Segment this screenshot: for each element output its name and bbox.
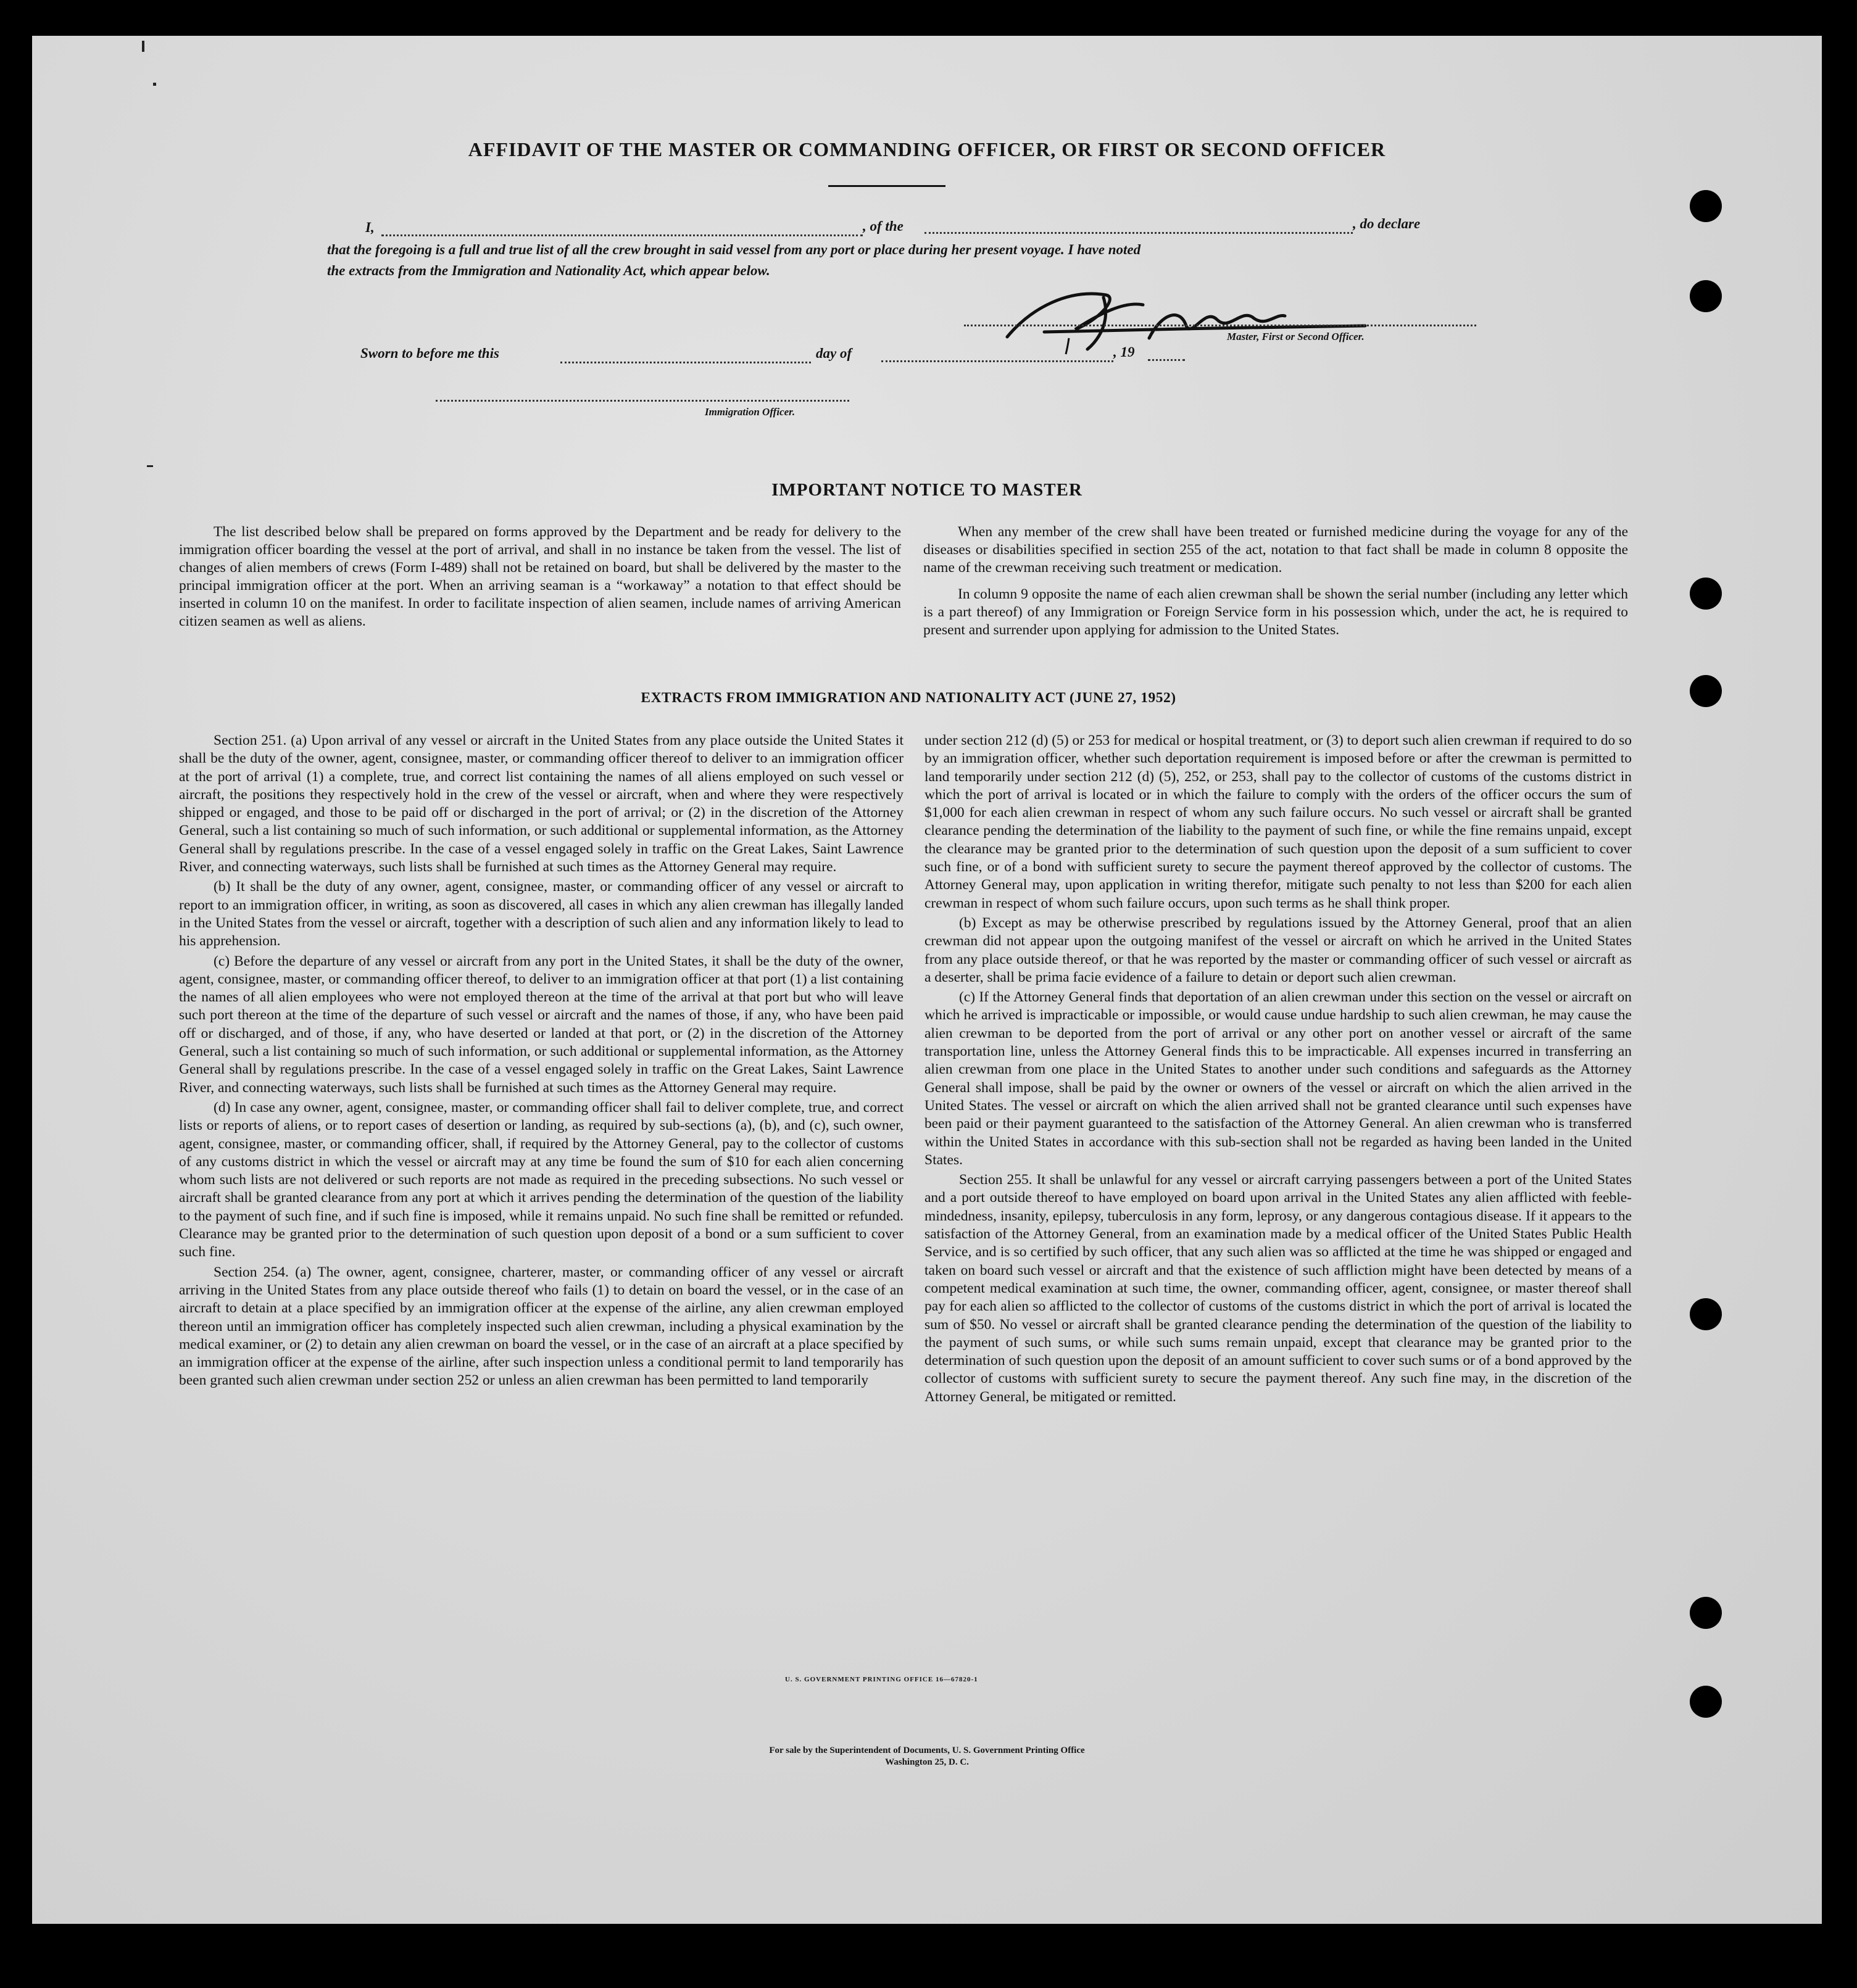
punch-hole xyxy=(1690,280,1722,312)
scan-speck xyxy=(147,465,153,467)
declarant-of-the: , of the xyxy=(863,218,904,234)
punch-hole xyxy=(1690,1686,1722,1718)
immigration-officer-line[interactable] xyxy=(436,400,849,402)
notice-left-paragraph: The list described below shall be prepared on forms approved by the Department and be ready for delivery to the immigration officer boarding the vessel at the port of arrival, and shall in no instance be taken from the vessel. The list of changes of alien members of crews (Form I-489) shall not be retained on board, but shall be delivered by the master to the principal immigration officer at the port. When an arriving seaman is a “workaway” a notation to that effect should be inserted in column 10 on the manifest. In order to facilitate inspection of alien seamen, include names of arriving American citizen seamen as well as aliens. xyxy=(179,524,901,629)
form-page xyxy=(32,36,1822,1924)
section-251-c: (c) Before the departure of any vessel or aircraft from any port in the United States, it shall be the duty of the owner, agent, consignee, master, or commanding officer thereof, to deliver to an immigration officer at that port (1) a list containing the names of all alien employees who were not employed thereon at the time of the arrival at that port but who will leave such port thereon at the time of the departure of such vessel or aircraft and the names of those, if any, who have been paid off or discharged, and of those, if any, who have deserted or landed at that port, or (2) in the discretion of the Attorney General, such a list containing so much of such information, or such additional or supplemental information, as the Attorney General shall by regulations prescribe. In the case of a vessel engaged solely in traffic on the Great Lakes, Saint Lawrence River, and connecting waterways, such lists shall be furnished at such times as the Attorney General may require. xyxy=(179,953,904,1096)
declarant-name-field[interactable] xyxy=(381,234,863,236)
section-251-a: Section 251. (a) Upon arrival of any vessel or aircraft in the United States from any place outside the United States it shall be the duty of the owner, agent, consignee, master, or commanding officer thereof to deliver to an immigration officer at the port of arrival (1) a complete, true, and correct list containing the names of all aliens employed on such vessel or aircraft, the positions they respectively hold in the crew of the vessel or aircraft, when and where they were respectively shipped or engaged, and those to be paid off or discharged in the port of arrival; or (2) in the discretion of the Attorney General, such a list containing so much of such information, or such additional or supplemental information, as the Attorney General shall by regulations prescribe. In the case of a vessel engaged solely in traffic on the Great Lakes, Saint Lawrence River, and connecting waterways, such lists shall be furnished at such times as the Attorney General may require. xyxy=(179,732,904,876)
signature-caption: Master, First or Second Officer. xyxy=(1227,331,1365,342)
sworn-day-of: day of xyxy=(816,346,852,361)
affidavit-title: AFFIDAVIT OF THE MASTER OR COMMANDING OFFICER, OR FIRST OR SECOND OFFICER xyxy=(468,138,1386,160)
section-251-d: (d) In case any owner, agent, consignee, master, or commanding officer shall fail to deliver complete, true, and correct lists or reports of aliens, or to report cases of desertion or landing, as required by sub-sections (a), (b), and (c), such owner, agent, consignee, master, or commanding officer, shall, if required by the Attorney General, pay to the collector of customs of any customs district in which the vessel or aircraft may at any time be found the sum of $10 for each alien concerning whom such lists are not delivered or such reports are not made as required in the preceding subsections. No such vessel or aircraft shall be granted clearance from any port at which it arrives pending the determination of the question of the liability to the payment of such fine, and if such fine is imposed, while it remains unpaid. No such fine shall be remitted or refunded. Clearance may be granted prior to the determination of such question upon deposit of a bond or a sum sufficient to cover such fine. xyxy=(179,1099,904,1261)
section-251-b: (b) It shall be the duty of any owner, agent, consignee, master, or commanding officer of any vessel or aircraft to report to an immigration officer, in writing, as soon as discovered, all cases in which any alien crewman has illegally landed in the United States from the vessel or aircraft, together with a description of such alien and any information likely to lead to his apprehension. xyxy=(179,879,904,950)
punch-hole xyxy=(1690,1597,1722,1629)
affidavit-text-line2: that the foregoing is a full and true list of all the crew brought in said vessel from any port or place during her present voyage. I have noted xyxy=(327,242,1141,257)
scan-speck xyxy=(153,83,156,86)
sworn-day-field[interactable] xyxy=(560,362,811,363)
footer-line-1: For sale by the Superintendent of Documents, U. S. Government Printing Office xyxy=(769,1746,1085,1755)
section-254-b: (b) Except as may be otherwise prescribed by regulations issued by the Attorney General, proof that an alien crewman did not appear upon the outgoing manifest of the vessel or aircraft on which he arrived in the United States from any place outside thereof, or that he was reported by the master or commanding officer of such vessel or aircraft as a deserter, shall be prima facie evidence of a failure to detain or deport such alien crewman. xyxy=(924,914,1632,985)
immigration-officer-caption: Immigration Officer. xyxy=(705,406,796,418)
section-255: Section 255. It shall be unlawful for any vessel or aircraft carrying passengers between a port of the United States and a port outside thereof to have employed on board upon arrival in the United States any alien afflicted with feeble-mindedness, insanity, epilepsy, tuberculosis in any form, leprosy, or any dangerous contagious disease. If it appears to the satisfaction of the Attorney General, from an examination made by a medical officer of the United States Public Health Service, and is so certified by such officer, that any such alien was so afflicted at the time he was shipped or engaged and taken on board such vessel or aircraft and that the existence of such affliction might have been detected by means of a competent medical examination at such time, the owner, commanding officer, agent, consignee, or master thereof shall pay for each alien so afflicted to the collector of customs of the customs district in which the port of arrival is located the sum of $50. No vessel or aircraft shall be granted clearance pending the determination of the question of the liability to the payment of such sums, or while such sums remain unpaid, except that clearance may be granted prior to the determination of such question upon the deposit of an amount sufficient to cover such sums or of a bond approved by the collector of customs with sufficient surety to secure the payment thereof. Any such fine may, in the discretion of the Attorney General, be mitigated or remitted. xyxy=(924,1172,1632,1405)
extracts-title: EXTRACTS FROM IMMIGRATION AND NATIONALITY ACT (JUNE 27, 1952) xyxy=(641,690,1176,706)
extracts-left-column xyxy=(179,732,904,1392)
sworn-month-field[interactable] xyxy=(881,360,1113,362)
sworn-year-prefix: , 19 xyxy=(1113,344,1135,360)
notice-left-column xyxy=(179,523,901,631)
footer-line-2: Washington 25, D. C. xyxy=(885,1757,969,1767)
notice-title: IMPORTANT NOTICE TO MASTER xyxy=(771,480,1082,500)
section-254-a-continued: under section 212 (d) (5) or 253 for medical or hospital treatment, or (3) to deport such alien crewman if required to do so by an immigration officer, whether such deportation requirement is imposed before or after the crewman is permitted to land temporarily under section 212 (d) (5), 252, or 253, shall pay to the collector of customs of the customs district in which the port of arrival is located or in which the failure to comply with the orders of the officer occurs the sum of $1,000 for each alien crewman in respect of whom any such failure occurs. No such vessel or aircraft shall be granted clearance pending the determination of the liability to the payment of such fine, or while the fine remains unpaid, except the clearance may be granted prior to the determination of such question upon the deposit of a sum sufficient to cover such fine, or of a bond with sufficient surety to secure the payment thereof approved by the collector of customs. The Attorney General may, upon application in writing therefor, mitigate such penalty to not less than $200 for each alien crewman in respect of whom such failure occurs, upon such terms as he shall think proper. xyxy=(924,732,1632,911)
punch-hole xyxy=(1690,578,1722,610)
punch-hole xyxy=(1690,190,1722,222)
punch-hole xyxy=(1690,1298,1722,1330)
printer-imprint: U. S. GOVERNMENT PRINTING OFFICE 16—67820-1 xyxy=(785,1676,978,1683)
vessel-name-field[interactable] xyxy=(924,232,1353,234)
signature-line xyxy=(964,325,1476,326)
section-254-c: (c) If the Attorney General finds that deportation of an alien crewman under this section on the vessel or aircraft on which he arrived is impracticable or impossible, or would cause undue hardship to such alien crewman, he may cause the alien crewman to be deported from the port of arrival or any other port on another vessel or aircraft of the same transportation line, unless the Attorney General finds this to be impracticable. All expenses incurred in transferring an alien crewman from one place in the United States to another under such conditions and safeguards as the Attorney General shall impose, shall be paid by the owner or owners of the vessel or aircraft on which the alien arrived in the United States. The vessel or aircraft on which the alien arrived shall not be granted clearance until such expenses have been paid or their payment guaranteed to the satisfaction of the Attorney General. An alien crewman who is transferred within the United States in accordance with this sub-section shall not be regarded as having been landed in the United States. xyxy=(924,989,1632,1168)
notice-right-paragraph-2: In column 9 opposite the name of each alien crewman shall be shown the serial number (including any letter which is a part thereof) of any Immigration or Foreign Service form in his possession which, under the act, he is required to present and surrender upon applying for admission to the United States. xyxy=(923,586,1628,638)
sworn-prefix: Sworn to before me this xyxy=(360,346,499,361)
section-254-a: Section 254. (a) The owner, agent, consignee, charterer, master, or commanding officer of any vessel or aircraft arriving in the United States from any place outside thereof who fails (1) to detain on board the vessel, or in the case of an aircraft to detain at a place specified by an immigration officer at the expense of the airline, any alien crewman employed thereon until an immigration officer has completely inspected such alien crewman, including a physical examination by the medical examiner, or (2) to detain any alien crewman on board the vessel, or in the case of an aircraft at a place specified by an immigration officer at the expense of the airline, after such inspection unless a conditional permit to land temporarily has been granted such alien crewman under section 252 or unless an alien crewman has been permitted to land temporarily xyxy=(179,1264,904,1389)
notice-right-column xyxy=(923,523,1628,639)
extracts-right-column xyxy=(924,732,1632,1408)
sworn-year-field[interactable] xyxy=(1148,359,1185,361)
scan-speck xyxy=(142,41,144,52)
notice-right-paragraph-1: When any member of the crew shall have been treated or furnished medicine during the voyage for any of the diseases or disabilities specified in section 255 of the act, notation to that fact shall be made in column 8 opposite the name of the crewman receiving such treatment or medication. xyxy=(923,524,1628,576)
declarant-prefix: I, xyxy=(365,220,375,235)
declarant-suffix: , do declare xyxy=(1353,216,1421,231)
master-signature xyxy=(995,270,1384,357)
affidavit-text-line3: the extracts from the Immigration and Nationality Act, which appear below. xyxy=(327,263,770,278)
sales-footer xyxy=(32,1745,1822,1768)
title-rule xyxy=(828,185,945,187)
